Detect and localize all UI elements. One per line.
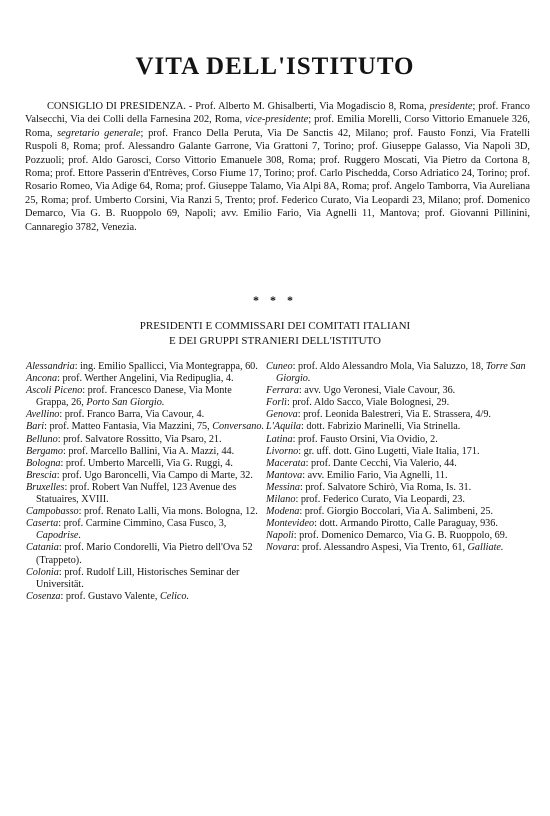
committee-contact: : dott. Fabrizio Marinelli, Via Strinella. — [301, 421, 461, 433]
section-heading — [0, 319, 550, 349]
committee-entry — [26, 409, 266, 421]
committee-city: Bergamo — [26, 445, 63, 457]
council-role: vice-presidente — [245, 114, 309, 126]
committee-city: Colonia — [26, 566, 59, 578]
committee-locality: Porto San Giorgio. — [86, 397, 165, 409]
committee-contact: : prof. Ugo Baroncelli, Via Campo di Marte, 32. — [56, 469, 253, 481]
committee-city: Montevideo — [266, 518, 315, 530]
committee-contact: : ing. Emilio Spallicci, Via Montegrappa, 60. — [74, 361, 258, 372]
committee-city: Bruxelles — [26, 481, 65, 493]
committee-entry — [26, 373, 266, 385]
committee-entry — [26, 421, 266, 433]
committee-entry — [26, 385, 266, 409]
committee-contact: : prof. Werther Angelini, Via Redipuglia, 4. — [57, 373, 234, 385]
committee-entry — [266, 421, 528, 433]
committee-entry — [26, 506, 266, 518]
committee-contact: : prof. Salvatore Rossitto, Via Psaro, 21. — [57, 433, 222, 445]
committee-city: L'Aquila — [266, 421, 302, 433]
committee-city: Macerata — [266, 457, 306, 469]
committee-entry — [266, 397, 528, 409]
committee-city: Caserta — [26, 518, 59, 530]
committee-city: Cuneo — [266, 361, 293, 372]
committee-city: Alessandria — [26, 361, 75, 372]
committee-contact: : prof. Dante Cecchi, Via Valerio, 44. — [305, 457, 457, 469]
committee-contact: : prof. Umberto Marcelli, Via G. Ruggi, 4. — [60, 457, 233, 469]
committee-contact: : prof. Francesco Danese, Via Monte Grappa, 26, — [36, 385, 232, 409]
council-paragraph — [25, 100, 530, 234]
committee-city: Campobasso — [26, 506, 79, 518]
council-role: segretario generale — [57, 127, 141, 139]
committee-entry — [26, 434, 266, 446]
committee-entry — [26, 542, 266, 566]
committee-contact: : gr. uff. dott. Gino Lugetti, Viale Italia, 171. — [298, 445, 480, 457]
committee-contact: : prof. Robert Van Nuffel, 123 Avenue des Statuaires, XVIII. — [36, 481, 237, 506]
committee-contact: : prof. Fausto Orsini, Via Ovidio, 2. — [292, 433, 438, 445]
committee-contact: : prof. Marcello Ballini, Via A. Mazzi, 44. — [62, 445, 235, 457]
council-text: - Prof. Alberto M. Ghisalberti, Via Mogadiscio 8, Roma, — [185, 101, 430, 112]
committee-city: Livorno — [266, 445, 299, 457]
committee-city: Napoli — [266, 530, 294, 542]
right-column — [266, 361, 528, 555]
committee-entry — [26, 591, 266, 603]
left-column — [26, 361, 266, 603]
committee-entry — [266, 361, 528, 385]
committee-city: Catania — [26, 542, 59, 554]
committee-contact: : prof. Federico Curato, Via Leopardi, 23. — [295, 494, 465, 506]
committee-entry — [266, 446, 528, 458]
section-separator: * * * — [253, 293, 297, 307]
committee-city: Bologna — [26, 457, 61, 469]
committee-entry — [26, 458, 266, 470]
committee-contact: : prof. Gustavo Valente, — [60, 590, 160, 602]
committee-locality: Conversano. — [212, 421, 265, 433]
committee-locality: Capodrise. — [36, 530, 81, 542]
committee-entry — [26, 482, 266, 506]
committee-city: Ferrara — [266, 385, 299, 397]
council-text: ; prof. Franco Della Peruta, Via De Sanctis 42, Milano; prof. Fausto Fonzi, Via Fratelli Ruspoli 8, Roma; prof. Alessandro Galante Garrone, Via Grattoni 7, Torino; prof. Giuseppe Galasso, Via Napoli 3D, Pozzuoli; prof. Aldo Garosci, Corso Vittorio Emanuele 308, Roma; prof. Ruggero Moscati, Via Pietro da Cortona 8, Roma; prof. Ettore Passerin d'Entrèves, Corso Fiume 17, Torino; prof. Carlo Pischedda, Corso Adriatico 24, Torino; prof. Rosario Romeo, Via Adige 64, Roma; prof. Giuseppe Talamo, Via Alpi 8A, Roma; prof. Angelo Tamborra, Via Aureliana 25, Roma; prof. Umberto Corsini, Via Ranzi 5, Trento; prof. Federico Curato, Via Leopardi 23, Milano; prof. Domenico Demarco, Via G. B. Ruoppolo 69, Napoli; avv. Emilio Fario, Via Agnelli 11, Mantova; prof. Giovanni Pillinini, Cannaregio 3782, Venezia. — [25, 127, 530, 233]
committee-city: Brescia — [26, 469, 57, 481]
section-heading-line-2: E DEI GRUPPI STRANIERI DELL'ISTITUTO — [169, 335, 381, 347]
committee-city: Ancona — [26, 373, 58, 385]
council-text: ; prof. Emilia Morelli, Corso Vittorio Emanuele 326, Roma, — [25, 114, 530, 139]
committee-contact: : avv. Emilio Fario, Via Agnelli, 11. — [302, 469, 448, 481]
committee-contact: : prof. Matteo Fantasia, Via Mazzini, 75, — [44, 421, 213, 433]
council-body — [25, 101, 530, 233]
committee-locality: Galliate. — [467, 542, 504, 554]
committee-city: Belluno — [26, 433, 58, 445]
council-lead: CONSIGLIO DI PRESIDENZA. — [47, 101, 186, 112]
committee-contact: : prof. Mario Condorelli, Via Pietro dell'Ova 52 (Trappeto). — [36, 542, 253, 566]
committee-entry — [266, 482, 528, 494]
committee-city: Milano — [266, 494, 296, 506]
committee-city: Cosenza — [26, 590, 61, 602]
committee-city: Messina — [266, 481, 300, 493]
committee-city: Avellino — [26, 409, 60, 421]
committee-entry — [26, 470, 266, 482]
committee-locality: Torre San Giorgio. — [276, 361, 526, 385]
committee-entry — [26, 518, 266, 542]
committee-city: Bari — [26, 421, 45, 433]
committee-entry — [266, 470, 528, 482]
page-title: VITA DELL'ISTITUTO — [135, 53, 415, 80]
committee-contact: : prof. Aldo Alessandro Mola, Via Saluzzo, 18, — [292, 361, 486, 372]
committee-entry — [26, 567, 266, 591]
committee-city: Mantova — [266, 469, 303, 481]
committee-locality: Celico. — [159, 590, 190, 602]
committee-entry — [266, 530, 528, 542]
committee-contact: : prof. Carmine Cimmino, Casa Fusco, 3, — [58, 518, 227, 530]
committee-contact: : prof. Giorgio Boccolari, Via A. Salimbeni, 25. — [299, 506, 494, 518]
committee-city: Genova — [266, 409, 298, 421]
committee-contact: : prof. Franco Barra, Via Cavour, 4. — [59, 409, 205, 421]
section-heading-line-1: PRESIDENTI E COMMISSARI DEI COMITATI ITALIANI — [139, 320, 411, 332]
committee-city: Latina — [266, 433, 293, 445]
committee-contact: : prof. Renato Lalli, Via mons. Bologna, 12. — [78, 506, 258, 518]
committee-entry — [26, 446, 266, 458]
committee-entry — [266, 434, 528, 446]
committee-entry — [26, 361, 266, 373]
council-text: ; prof. Franco Valsecchi, Via dei Colli della Farnesina 202, Roma, — [25, 101, 530, 126]
committee-contact: : prof. Rudolf Lill, Historisches Seminar der Universität. — [36, 566, 240, 590]
committee-city: Novara — [266, 542, 297, 554]
committee-entry — [266, 542, 528, 554]
committee-contact: : prof. Alessandro Aspesi, Via Trento, 61, — [296, 542, 468, 554]
committee-city: Forlì — [266, 397, 287, 409]
committee-contact: : dott. Armando Pirotto, Calle Paraguay, 936. — [314, 518, 498, 530]
committee-contact: : avv. Ugo Veronesi, Viale Cavour, 36. — [298, 385, 456, 397]
committee-contact: : prof. Salvatore Schirò, Via Roma, Is. 31. — [299, 481, 472, 493]
committee-entry — [266, 409, 528, 421]
committee-contact: : prof. Leonida Balestreri, Via E. Strassera, 4/9. — [297, 409, 491, 421]
committee-entry — [266, 506, 528, 518]
committee-city: Ascoli Piceno — [26, 385, 83, 397]
committee-entry — [266, 385, 528, 397]
council-role: presidente — [429, 101, 473, 112]
committee-contact: : prof. Aldo Sacco, Viale Bolognesi, 29. — [286, 397, 450, 409]
committee-entry — [266, 494, 528, 506]
committee-entry — [266, 458, 528, 470]
committee-entry — [266, 518, 528, 530]
committee-contact: : prof. Domenico Demarco, Via G. B. Ruoppolo, 69. — [293, 530, 508, 542]
committee-city: Modena — [266, 506, 300, 518]
